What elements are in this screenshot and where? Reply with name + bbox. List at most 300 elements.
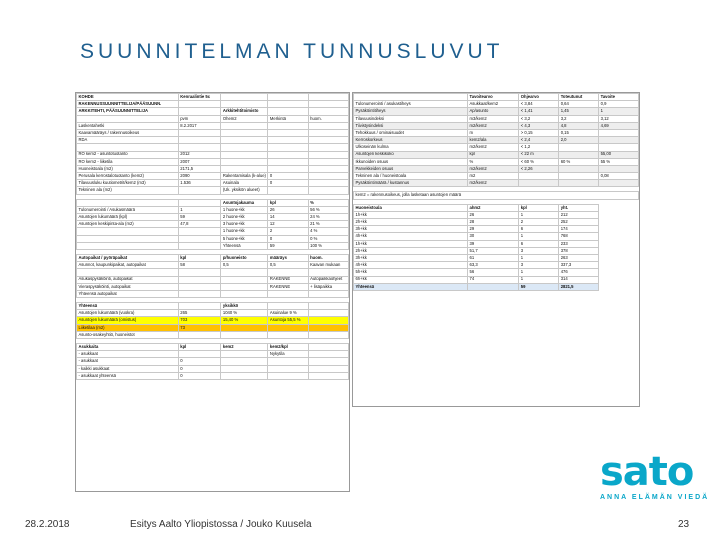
- header-cell: Autopaikat / pyöräpaikat: [77, 254, 179, 261]
- table-cell: 73: [178, 324, 221, 331]
- table-row: [77, 235, 349, 242]
- table-row: [354, 254, 639, 261]
- header-cell: Huoneistoala: [354, 204, 468, 211]
- table-cell: Asuntojen keskikoko: [354, 151, 468, 158]
- table-row: [77, 173, 349, 180]
- header-cell: Toteutunut: [559, 94, 599, 101]
- table-cell: [308, 310, 348, 317]
- table-cell: [178, 144, 221, 151]
- table-cell: 60 %: [559, 158, 599, 165]
- table-row: [77, 187, 349, 194]
- table-cell: < 2,4: [519, 137, 559, 144]
- table-cell: m: [468, 129, 519, 136]
- table-cell: 0: [268, 173, 308, 180]
- table-row: [77, 151, 349, 158]
- table-cell: 212: [559, 211, 599, 218]
- table-cell: 378: [559, 247, 599, 254]
- table-row: [354, 219, 639, 226]
- table-cell: [599, 137, 639, 144]
- table-cell: 233: [559, 240, 599, 247]
- table-row: [354, 269, 639, 276]
- table-cell: [221, 358, 268, 365]
- table-cell: 314: [559, 276, 599, 283]
- table-cell: [178, 276, 221, 283]
- table-cell: 1: [519, 233, 559, 240]
- table-cell: > 0,15: [519, 129, 559, 136]
- table-cell: 1: [519, 254, 559, 261]
- table-cell: 56 %: [308, 206, 348, 213]
- table-cell: 56: [468, 269, 519, 276]
- sato-logo: [600, 449, 710, 501]
- header-cell: huom.: [308, 254, 348, 261]
- table-cell: 58: [178, 262, 221, 269]
- table-cell: 1: [178, 206, 221, 213]
- table-cell: Asukaspysäköinti, autopaikat: [77, 276, 179, 283]
- table-cell: 6h+kk: [354, 276, 468, 283]
- table-cell: [178, 108, 221, 115]
- table-cell: 4,8: [559, 122, 599, 129]
- table-cell: [221, 276, 268, 283]
- footer-date: 28.2.2018: [25, 519, 70, 530]
- table-cell: [178, 187, 221, 194]
- table-row: [77, 115, 349, 122]
- table-cell: 74: [468, 276, 519, 283]
- table-cell: Ohem2: [221, 115, 268, 122]
- table-row: [354, 247, 639, 254]
- table-cell: Laskentahetki: [77, 122, 179, 129]
- table-row: [354, 129, 639, 136]
- table-cell: Kaavan mukaan: [308, 262, 348, 269]
- table-cell: < 3,2: [519, 115, 559, 122]
- table-row: [77, 283, 349, 290]
- table-cell: 476: [559, 269, 599, 276]
- table-cell: < 2,26: [519, 165, 559, 172]
- table-row: [354, 137, 639, 144]
- table-cell: [268, 290, 308, 297]
- header-cell: Tavoitearvo: [468, 94, 519, 101]
- table-cell: [221, 94, 268, 101]
- header-cell: yksikkö: [221, 303, 268, 310]
- table-row: [354, 144, 639, 151]
- table-cell: m2/kem2: [468, 144, 519, 151]
- table-cell: 59: [178, 214, 221, 221]
- page-number: 23: [678, 519, 690, 530]
- table-cell: 2171,5: [178, 165, 221, 172]
- table-cell: [268, 324, 308, 331]
- table-row: [77, 214, 349, 221]
- table-cell: [308, 165, 348, 172]
- table-cell: 6: [519, 226, 559, 233]
- table-cell: [599, 144, 639, 151]
- table-header-row: [77, 199, 349, 206]
- table-cell: Yhteensä autopaikat: [77, 290, 179, 297]
- table-cell: 3,12: [599, 115, 639, 122]
- table-cell: [268, 158, 308, 165]
- table-cell: RDA: [77, 137, 179, 144]
- table-cell: Ap/asunto: [468, 108, 519, 115]
- table-cell: 2012: [178, 151, 221, 158]
- table-cell: Ulkoseinän kulma: [354, 144, 468, 151]
- header-cell: [308, 344, 348, 351]
- table-cell: 47,8: [178, 221, 221, 228]
- header-cell: kem2: [221, 344, 268, 351]
- table-cell: Asuntojen lukumäärä (vuokra): [77, 310, 179, 317]
- note-text: kem2 = rakennusoikeus, jolla lasketaan asuntojen määrä: [354, 192, 639, 199]
- table-cell: 5h+kk: [354, 269, 468, 276]
- table-cell: Asuntojen lukumäärä (omistus): [77, 317, 179, 324]
- table-row: [354, 108, 639, 115]
- table-cell: Huoneistoala (m2): [77, 165, 179, 172]
- table-cell: [178, 228, 221, 235]
- table-cell: 26: [268, 206, 308, 213]
- table-cell: [221, 137, 268, 144]
- table-cell: [178, 129, 221, 136]
- table-cell: [268, 122, 308, 129]
- table-row: [77, 158, 349, 165]
- table-cell: 0,5: [268, 262, 308, 269]
- table-cell: [268, 372, 308, 379]
- table-header-row: [77, 254, 349, 261]
- header-cell: Asuntojakauma: [221, 199, 268, 206]
- table-cell: [268, 365, 308, 372]
- table-cell: [308, 324, 348, 331]
- table-cell: - asukkaat: [77, 358, 179, 365]
- table-cell: huom.: [308, 115, 348, 122]
- header-cell: [268, 303, 308, 310]
- header-cell: [178, 303, 221, 310]
- table-cell: [221, 290, 268, 297]
- table-row: [354, 240, 639, 247]
- logo-word: sato: [600, 449, 694, 495]
- table-row: [77, 94, 349, 101]
- table-cell: [268, 108, 308, 115]
- table-row: [354, 165, 639, 172]
- table-row: [354, 173, 639, 180]
- table-cell: 2: [268, 228, 308, 235]
- table-cell: 0,15: [559, 129, 599, 136]
- right-table: [353, 93, 639, 291]
- header-cell: Tavoite: [599, 94, 639, 101]
- table-row: [77, 365, 349, 372]
- table-cell: Ikkunoiden osuus: [354, 158, 468, 165]
- table-cell: [308, 158, 348, 165]
- table-cell: 3 huone+kk: [221, 221, 268, 228]
- table-cell: 0,08: [599, 173, 639, 180]
- table-cell: Kerroskorkeus: [354, 137, 468, 144]
- table-cell: < 22 m: [519, 151, 559, 158]
- table-cell: m3/kem2: [468, 115, 519, 122]
- table-cell: [268, 129, 308, 136]
- table-row: [77, 144, 349, 151]
- table-cell: 174: [559, 226, 599, 233]
- table-cell: [559, 144, 599, 151]
- table-row: [354, 233, 639, 240]
- table-cell: 1h+kk: [354, 240, 468, 247]
- header-cell: [308, 303, 348, 310]
- table-row: [354, 276, 639, 283]
- note-row: [354, 192, 639, 199]
- table-cell: [221, 144, 268, 151]
- table-cell: [221, 283, 268, 290]
- table-cell: [308, 129, 348, 136]
- table-cell: [221, 165, 268, 172]
- table-cell: kem2/ala: [468, 137, 519, 144]
- header-cell: Yhteensä: [77, 303, 179, 310]
- table-cell: [178, 101, 221, 108]
- table-cell: Nykytila: [268, 351, 308, 358]
- table-cell: Autopaikkaohjeet: [308, 276, 348, 283]
- table-cell: 1.536: [178, 180, 221, 187]
- table-cell: 4h+kk: [354, 262, 468, 269]
- table-cell: 4h+kk: [354, 233, 468, 240]
- footer-text: Esitys Aalto Yliopistossa / Jouko Kuusela: [130, 519, 312, 530]
- header-cell: [468, 283, 519, 290]
- table-row: [77, 262, 349, 269]
- table-cell: 28: [468, 219, 519, 226]
- table-cell: 55,00: [599, 151, 639, 158]
- table-row: [77, 108, 349, 115]
- table-cell: < 1,41: [519, 108, 559, 115]
- table-cell: Tiivistysindeksi: [354, 122, 468, 129]
- table-cell: 2007: [178, 158, 221, 165]
- table-cell: 0 %: [308, 235, 348, 242]
- table-cell: %: [468, 158, 519, 165]
- table-cell: [221, 151, 268, 158]
- table-cell: [178, 331, 221, 338]
- table-header-row: [354, 204, 639, 211]
- table-row: [77, 317, 349, 324]
- table-cell: [268, 331, 308, 338]
- table-row: [77, 101, 349, 108]
- table-cell: [77, 242, 179, 249]
- table-cell: [77, 269, 179, 276]
- table-row: [77, 310, 349, 317]
- table-row: [77, 290, 349, 297]
- table-cell: 2090: [178, 173, 221, 180]
- table-cell: 0: [268, 235, 308, 242]
- table-cell: [268, 165, 308, 172]
- table-row: [77, 372, 349, 379]
- table-cell: [308, 101, 348, 108]
- table-cell: 59: [268, 242, 308, 249]
- table-cell: [599, 129, 639, 136]
- table-cell: 0,9: [599, 101, 639, 108]
- table-cell: Merkintä: [268, 115, 308, 122]
- table-cell: Tulonumerointi / Asukasmäärä: [77, 206, 179, 213]
- table-cell: [178, 235, 221, 242]
- table-row: [354, 101, 639, 108]
- table-cell: 0,64: [559, 101, 599, 108]
- table-header-row: [77, 303, 349, 310]
- table-cell: [268, 101, 308, 108]
- table-cell: 21 %: [308, 221, 348, 228]
- left-table: [76, 93, 349, 380]
- table-cell: Pysäköintimäärä / kustannus: [354, 180, 468, 187]
- table-cell: [308, 144, 348, 151]
- table-cell: 2h+kk: [354, 219, 468, 226]
- table-cell: 14: [268, 214, 308, 221]
- table-row: [77, 351, 349, 358]
- table-cell: [221, 158, 268, 165]
- table-row: [354, 211, 639, 218]
- table-cell: ARKKITEHTI, PÄÄSUUNNITTELIJA: [77, 108, 179, 115]
- header-cell: kpl: [178, 344, 221, 351]
- table-cell: 1,45: [559, 108, 599, 115]
- table-cell: [178, 269, 221, 276]
- table-cell: RAKENNUSSUUNNITTELIJA/PÄÄSUUNN.: [77, 101, 179, 108]
- table-cell: [308, 358, 348, 365]
- table-cell: 2 huone+kk: [221, 214, 268, 221]
- table-cell: < 4,3: [519, 122, 559, 129]
- table-cell: [268, 358, 308, 365]
- table-cell: Kaavamääräys / rakennusoikeus: [77, 129, 179, 136]
- table-cell: 0: [178, 372, 221, 379]
- table-row: [77, 165, 349, 172]
- table-cell: 8.2.2017: [178, 122, 221, 129]
- table-row: [77, 324, 349, 331]
- table-cell: [221, 351, 268, 358]
- table-cell: [308, 317, 348, 324]
- header-cell: kpl: [268, 199, 308, 206]
- table-cell: Asunnot, kaupunkipaikat, autopaikat: [77, 262, 179, 269]
- table-row: [77, 122, 349, 129]
- table-cell: 768: [559, 233, 599, 240]
- table-cell: [268, 137, 308, 144]
- table-row: [354, 262, 639, 269]
- table-row: [77, 276, 349, 283]
- table-cell: Kenraalintie 5c: [178, 94, 221, 101]
- table-row: [77, 129, 349, 136]
- table-cell: pvm: [178, 115, 221, 122]
- table-cell: [221, 129, 268, 136]
- table-cell: Asukkaat/kem2: [468, 101, 519, 108]
- table-cell: + lisäpaikka: [308, 283, 348, 290]
- table-cell: (Uk. yksikön alueet): [221, 187, 268, 194]
- table-cell: [178, 290, 221, 297]
- table-cell: 1: [519, 269, 559, 276]
- table-cell: 100 %: [308, 242, 348, 249]
- table-cell: KOHDE: [77, 94, 179, 101]
- table-cell: - kaikki asukkaat: [77, 365, 179, 372]
- header-cell: %: [308, 199, 348, 206]
- table-cell: 55 %: [599, 158, 639, 165]
- table-cell: 6: [519, 240, 559, 247]
- table-cell: [308, 351, 348, 358]
- header-cell: kpl: [178, 254, 221, 261]
- table-cell: Yhteensä: [221, 242, 268, 249]
- table-cell: [268, 269, 308, 276]
- table-cell: - asukkaat: [77, 351, 179, 358]
- table-cell: 0,5: [221, 262, 268, 269]
- table-header-row: [354, 94, 639, 101]
- table-cell: [599, 165, 639, 172]
- table-cell: - asukkaat yhteensä: [77, 372, 179, 379]
- table-cell: 3,2: [559, 115, 599, 122]
- table-cell: [308, 122, 348, 129]
- header-cell: yht.: [559, 204, 599, 211]
- header-cell: Ohjearvo: [519, 94, 559, 101]
- table-cell: [178, 137, 221, 144]
- table-cell: [519, 180, 559, 187]
- table-row: [354, 122, 639, 129]
- table-cell: RO kem2 - asuntotuotanto: [77, 151, 179, 158]
- table-cell: [221, 101, 268, 108]
- table-cell: [308, 290, 348, 297]
- table-cell: Tulonumerointi / asukastiheys: [354, 101, 468, 108]
- table-cell: [559, 165, 599, 172]
- table-cell: 1 huone+kk: [221, 206, 268, 213]
- table-row: [77, 137, 349, 144]
- table-row: [354, 226, 639, 233]
- table-cell: 3h+kk: [354, 254, 468, 261]
- table-cell: [308, 180, 348, 187]
- header-cell: Yhteensä: [354, 283, 468, 290]
- table-cell: [519, 173, 559, 180]
- header-cell: kem2/kpl: [268, 344, 308, 351]
- table-cell: [308, 137, 348, 144]
- table-cell: m2/kem2: [468, 122, 519, 129]
- table-cell: [308, 372, 348, 379]
- table-cell: [599, 180, 639, 187]
- table-cell: 1 huone+kk: [221, 228, 268, 235]
- table-cell: Asunto-osakeyhtiö, huoneistot: [77, 331, 179, 338]
- table-cell: Asuinalue 9 %: [268, 310, 308, 317]
- table-row: [354, 180, 639, 187]
- table-cell: 252: [559, 219, 599, 226]
- table-row: [354, 151, 639, 158]
- table-cell: [308, 173, 348, 180]
- table-cell: < 1,2: [519, 144, 559, 151]
- table-cell: Perusala kerrostalotuotanto (kem2): [77, 173, 179, 180]
- table-cell: [77, 115, 179, 122]
- table-cell: [559, 173, 599, 180]
- table-header-row: [77, 344, 349, 351]
- table-row: [77, 269, 349, 276]
- table-cell: [221, 331, 268, 338]
- table-cell: 0: [178, 358, 221, 365]
- table-cell: [221, 122, 268, 129]
- table-row: [354, 158, 639, 165]
- table-cell: [559, 151, 599, 158]
- logo-tagline: ANNA ELÄMÄN VIEDÄ: [600, 494, 710, 501]
- header-cell: määräys: [268, 254, 308, 261]
- header-cell: [178, 199, 221, 206]
- table-cell: 5 huone+kk: [221, 235, 268, 242]
- table-cell: [559, 180, 599, 187]
- table-cell: m2/kem2: [468, 180, 519, 187]
- table-cell: [221, 365, 268, 372]
- table-cell: 0: [268, 180, 308, 187]
- table-cell: RAKENNE: [268, 283, 308, 290]
- table-cell: 0: [178, 365, 221, 372]
- table-cell: Tilavuusluku kuutiometrit/kem2 (m3): [77, 180, 179, 187]
- table-cell: Pysäköintitiheys: [354, 108, 468, 115]
- table-cell: 4 %: [308, 228, 348, 235]
- table-cell: [308, 151, 348, 158]
- table-cell: [221, 269, 268, 276]
- table-cell: Rakentamisala (k-alue): [222, 173, 266, 179]
- table-cell: 1: [519, 211, 559, 218]
- table-cell: 3: [519, 247, 559, 254]
- table-cell: 265: [178, 310, 221, 317]
- table-cell: < 60 %: [519, 158, 559, 165]
- table-cell: m2/kem2: [468, 165, 519, 172]
- table-cell: Asuinala: [221, 180, 268, 187]
- table-cell: kpl: [468, 151, 519, 158]
- table-cell: [308, 187, 348, 194]
- header-cell: ahm2: [468, 204, 519, 211]
- table-cell: 15,40 %: [221, 317, 268, 324]
